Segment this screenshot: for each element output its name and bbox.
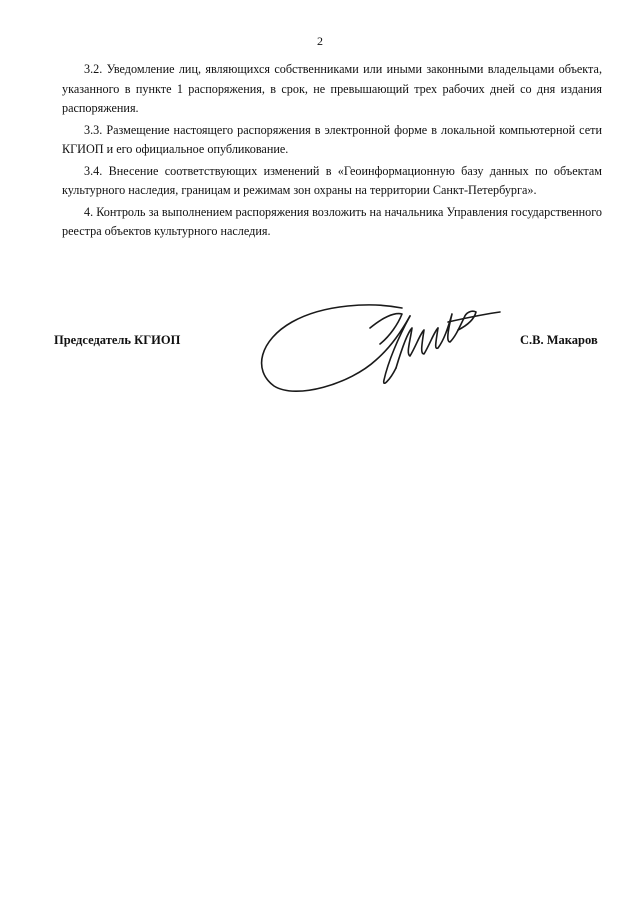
- paragraph-3-4: 3.4. Внесение соответствующих изменений в «Геоинформационную базу данных по объектам культурного наследия, границам и режимам зон охраны на территории Санкт-Петербурга».: [62, 163, 602, 197]
- signatory-name: С.В. Макаров: [520, 333, 598, 347]
- page-number: 2: [317, 34, 323, 48]
- paragraph-3-2: 3.2. Уведомление лиц, являющихся собственниками или иными законными владельцами объекта, указанного в пункте 1 распоряжения, в срок, не превышающий трех рабочих дней со дня издания распоряжения.: [62, 62, 602, 115]
- signature-block: [0, 288, 640, 408]
- signatory-position: Председатель КГИОП: [54, 333, 181, 347]
- handwritten-signature: [252, 288, 502, 400]
- document-body: [62, 60, 602, 244]
- paragraph-4: 4. Контроль за выполнением распоряжения возложить на начальника Управления государственного реестра объектов культурного наследия.: [62, 204, 602, 238]
- paragraph-3-3: 3.3. Размещение настоящего распоряжения в электронной форме в локальной компьютерной сети КГИОП и его официальное опубликование.: [62, 122, 602, 156]
